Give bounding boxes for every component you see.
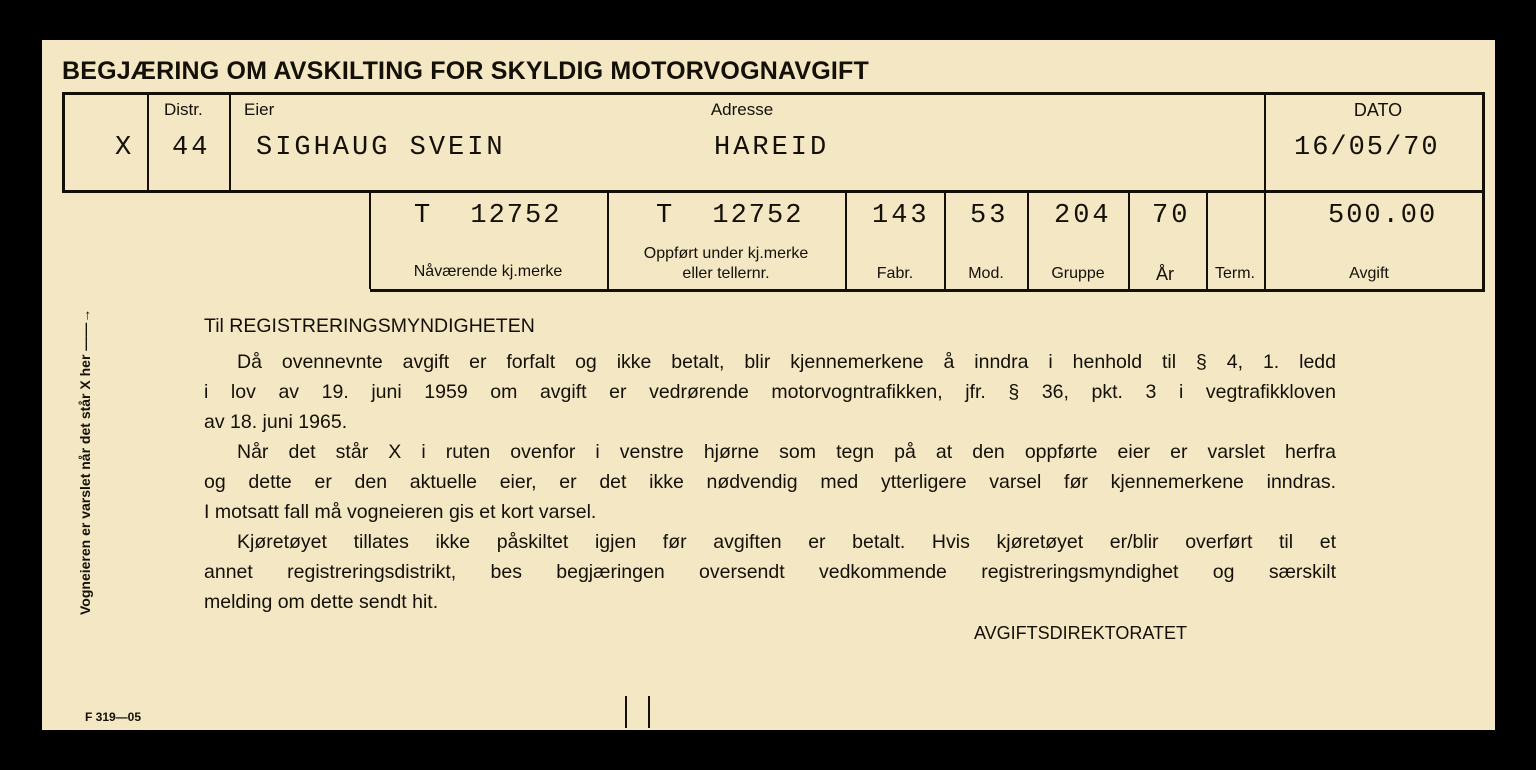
addressee: Til REGISTRERINGSMYNDIGHETEN [204, 315, 535, 337]
vehicle-row-bottom-border [370, 289, 1485, 292]
fabr-value: 143 [872, 201, 930, 231]
body-line: annet registreringsdistrikt, bes begjæringen oversendt vedkommende registreringsmyndighet og særskilt [204, 561, 1336, 583]
tick-mark [648, 696, 650, 728]
oppfort-label-line1: Oppført under kj.merke [643, 245, 809, 262]
naverende-kjmerke-label: Nåværende kj.merke [413, 263, 563, 280]
divider [1264, 193, 1266, 289]
oppfort-kjmerke-value: T 12752 [656, 201, 804, 231]
dato-value: 16/05/70 [1294, 133, 1440, 163]
ar-label: År [1156, 264, 1174, 284]
vehicle-row-right-border [1482, 190, 1485, 292]
divider [369, 193, 371, 289]
ar-value: 70 [1152, 201, 1191, 231]
oppfort-label-line2: eller tellernr. [682, 265, 770, 282]
form-heading: BEGJÆRING OM AVSKILTING FOR SKYLDIG MOTORVOGNAVGIFT [62, 57, 869, 85]
body-line: av 18. juni 1965. [204, 411, 348, 433]
divider [229, 95, 231, 190]
eier-value: SIGHAUG SVEIN [256, 133, 506, 163]
form-number: F 319—05 [85, 710, 142, 724]
signature: AVGIFTSDIREKTORATET [974, 623, 1188, 643]
tick-mark [625, 696, 627, 728]
naverende-kjmerke-value: T 12752 [414, 201, 562, 231]
top-row-top-border [62, 92, 1484, 95]
fabr-label: Fabr. [876, 265, 914, 282]
adresse-label: Adresse [710, 100, 774, 119]
gruppe-value: 204 [1054, 201, 1112, 231]
term-label: Term. [1215, 265, 1255, 282]
divider [845, 193, 847, 289]
gruppe-label: Gruppe [1051, 265, 1105, 282]
top-row-right-border [1482, 92, 1485, 193]
divider [1264, 95, 1266, 190]
body-line: Kjøretøyet tillates ikke påskiltet igjen før avgiften er betalt. Hvis kjøretøyet er/blir overført til et [237, 531, 1336, 553]
body-line: Då ovennevnte avgift er forfalt og ikke betalt, blir kjennemerkene å inndra i henhold til § 4, 1. ledd [237, 351, 1336, 373]
distr-value: 44 [172, 133, 211, 163]
notified-mark: X [115, 133, 132, 163]
body-line: og dette er den aktuelle eier, er det ikke nødvendig med ytterligere varsel før kjennemerkene inndras. [204, 471, 1336, 493]
eier-label: Eier [244, 100, 275, 119]
divider [1027, 193, 1029, 289]
side-note: Vogneieren er varslet når det står X her ——→ [77, 308, 93, 615]
body-line: i lov av 19. juni 1959 om avgift er vedrørende motorvogntrafikken, jfr. § 36, pkt. 3 i vegtrafikkloven [204, 381, 1336, 403]
divider [607, 193, 609, 289]
mod-value: 53 [970, 201, 1009, 231]
avgift-value: 500.00 [1328, 201, 1438, 231]
divider [147, 95, 149, 190]
dato-label: DATO [1353, 100, 1403, 120]
avgift-label: Avgift [1349, 265, 1389, 282]
mod-label: Mod. [968, 265, 1004, 282]
distr-label: Distr. [164, 100, 203, 119]
top-row-bottom-border [62, 190, 1484, 193]
top-row-left-border [62, 92, 65, 193]
adresse-value: HAREID [714, 133, 830, 163]
document-card [42, 40, 1495, 730]
body-line: I motsatt fall må vogneieren gis et kort varsel. [204, 501, 597, 523]
divider [1206, 193, 1208, 289]
body-line: Når det står X i ruten ovenfor i venstre hjørne som tegn på at den oppførte eier er varslet herfra [237, 441, 1336, 463]
divider [1128, 193, 1130, 289]
body-line: melding om dette sendt hit. [204, 591, 439, 613]
divider [944, 193, 946, 289]
